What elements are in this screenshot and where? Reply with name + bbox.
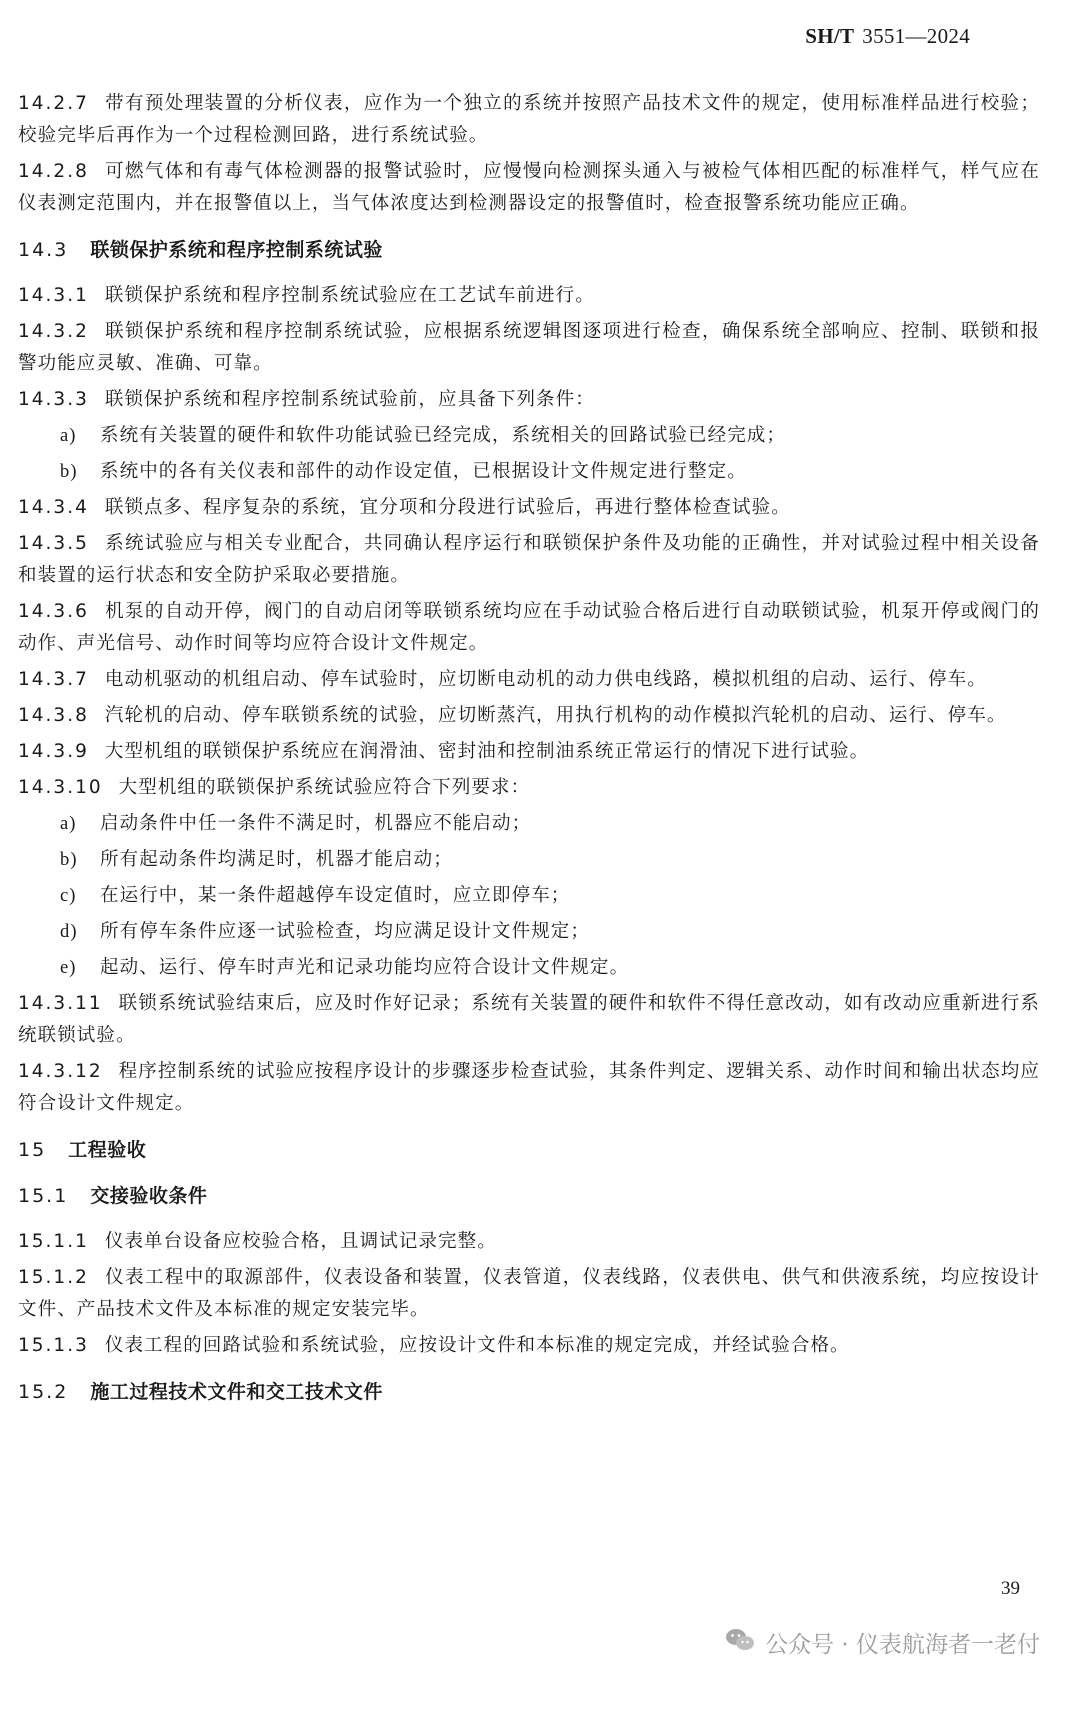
clause-paragraph <box>18 1262 1040 1326</box>
clause-text: 可燃气体和有毒气体检测器的报警试验时，应慢慢向检测探头通入与被检气体相匹配的标准样气，样气应在仪表测定范围内，并在报警值以上，当气体浓度达到检测器设定的报警值时，检查报警系统功能应正确。 <box>18 161 1040 214</box>
clause-text: 仪表单台设备应校验合格，且调试记录完整。 <box>104 1231 497 1252</box>
list-item <box>60 808 1040 840</box>
list-item <box>60 420 1040 452</box>
list-marker: b) <box>60 850 78 870</box>
list-marker: a) <box>60 814 77 834</box>
list-item-text: 系统有关装置的硬件和软件功能试验已经完成，系统相关的回路试验已经完成； <box>100 425 787 446</box>
clause-number: 14.3.11 <box>18 993 103 1014</box>
clause-text: 大型机组的联锁保护系统试验应符合下列要求： <box>118 777 531 798</box>
list-item <box>60 880 1040 912</box>
list-item-text: 所有起动条件均满足时，机器才能启动； <box>100 849 453 870</box>
list-marker: d) <box>60 922 78 942</box>
clause-number: 14.3.4 <box>18 497 89 518</box>
clause-paragraph <box>18 280 1040 312</box>
list-marker: b) <box>60 462 78 482</box>
clause-text: 联锁点多、程序复杂的系统，宜分项和分段进行试验后，再进行整体检查试验。 <box>104 497 791 518</box>
clause-number: 14.3.8 <box>18 705 89 726</box>
watermark-text: 公众号 · 仪表航海者一老付 <box>765 1632 1040 1658</box>
section-number: 15 <box>18 1139 47 1161</box>
clause-text: 程序控制系统的试验应按程序设计的步骤逐步检查试验，其条件判定、逻辑关系、动作时间和输出状态均应符合设计文件规定。 <box>18 1061 1040 1114</box>
list-item <box>60 916 1040 948</box>
section-title: 交接验收条件 <box>90 1185 208 1207</box>
section-number: 15.1 <box>18 1185 69 1207</box>
clause-number: 14.3.2 <box>18 321 89 342</box>
clause-number: 14.3.7 <box>18 669 89 690</box>
clause-number: 14.3.9 <box>18 741 89 762</box>
standard-code: SH/T <box>805 24 855 48</box>
clause-paragraph <box>18 492 1040 524</box>
section-number: 14.3 <box>18 239 69 261</box>
clause-text: 仪表工程的回路试验和系统试验，应按设计文件和本标准的规定完成，并经试验合格。 <box>104 1335 850 1356</box>
list-marker: e) <box>60 958 77 978</box>
clause-text: 联锁保护系统和程序控制系统试验前，应具备下列条件： <box>104 389 595 410</box>
clause-text: 联锁保护系统和程序控制系统试验，应根据系统逻辑图逐项进行检查，确保系统全部响应、控制、联锁和报警功能应灵敏、准确、可靠。 <box>18 321 1040 374</box>
watermark <box>725 1626 1040 1659</box>
list-item-text: 系统中的各有关仪表和部件的动作设定值，已根据设计文件规定进行整定。 <box>100 461 747 482</box>
list-item-text: 所有停车条件应逐一试验检查，均应满足设计文件规定； <box>100 921 591 942</box>
list-item-text: 起动、运行、停车时声光和记录功能均应符合设计文件规定。 <box>100 957 630 978</box>
clause-text: 系统试验应与相关专业配合，共同确认程序运行和联锁保护条件及功能的正确性，并对试验过程中相关设备和装置的运行状态和安全防护采取必要措施。 <box>18 533 1040 586</box>
clause-paragraph <box>18 1056 1040 1120</box>
section-heading <box>18 1180 1040 1212</box>
clause-text: 联锁系统试验结束后，应及时作好记录；系统有关装置的硬件和软件不得任意改动，如有改动应重新进行系统联锁试验。 <box>18 993 1040 1046</box>
list-item <box>60 844 1040 876</box>
clause-paragraph <box>18 664 1040 696</box>
section-heading <box>18 1376 1040 1408</box>
clause-number: 14.3.12 <box>18 1061 103 1082</box>
page-header <box>805 24 970 49</box>
page-number: 39 <box>1001 1578 1020 1599</box>
clause-paragraph <box>18 772 1040 804</box>
clause-number: 15.1.3 <box>18 1335 89 1356</box>
clause-number: 14.3.3 <box>18 389 89 410</box>
clause-number: 15.1.1 <box>18 1231 89 1252</box>
clause-number: 14.3.5 <box>18 533 89 554</box>
list-item-text: 在运行中，某一条件超越停车设定值时，应立即停车； <box>100 885 571 906</box>
clause-number: 14.3.10 <box>18 777 103 798</box>
clause-paragraph <box>18 700 1040 732</box>
list-marker: a) <box>60 426 77 446</box>
document-body <box>18 88 1040 1422</box>
clause-number: 14.3.6 <box>18 601 89 622</box>
wechat-icon <box>725 1627 755 1659</box>
clause-paragraph <box>18 528 1040 592</box>
clause-paragraph <box>18 316 1040 380</box>
list-marker: c) <box>60 886 77 906</box>
section-title: 施工过程技术文件和交工技术文件 <box>90 1381 383 1403</box>
clause-paragraph <box>18 156 1040 220</box>
clause-paragraph <box>18 596 1040 660</box>
clause-text: 仪表工程中的取源部件，仪表设备和装置，仪表管道，仪表线路，仪表供电、供气和供液系统，均应按设计文件、产品技术文件及本标准的规定安装完毕。 <box>18 1267 1040 1320</box>
clause-text: 联锁保护系统和程序控制系统试验应在工艺试车前进行。 <box>104 285 595 306</box>
section-number: 15.2 <box>18 1381 69 1403</box>
clause-number: 14.2.7 <box>18 93 89 114</box>
clause-text: 带有预处理装置的分析仪表，应作为一个独立的系统并按照产品技术文件的规定，使用标准样品进行校验；校验完毕后再作为一个过程检测回路，进行系统试验。 <box>18 93 1040 146</box>
clause-text: 汽轮机的启动、停车联锁系统的试验，应切断蒸汽，用执行机构的动作模拟汽轮机的启动、运行、停车。 <box>104 705 1007 726</box>
clause-paragraph <box>18 384 1040 416</box>
standard-number: 3551—2024 <box>862 24 970 48</box>
clause-number: 14.3.1 <box>18 285 89 306</box>
section-title: 工程验收 <box>68 1139 147 1161</box>
clause-paragraph <box>18 88 1040 152</box>
list-item <box>60 952 1040 984</box>
clause-paragraph <box>18 988 1040 1052</box>
list-item <box>60 456 1040 488</box>
clause-number: 15.1.2 <box>18 1267 89 1288</box>
clause-text: 大型机组的联锁保护系统应在润滑油、密封油和控制油系统正常运行的情况下进行试验。 <box>104 741 870 762</box>
clause-paragraph <box>18 736 1040 768</box>
clause-paragraph <box>18 1330 1040 1362</box>
clause-text: 机泵的自动开停，阀门的自动启闭等联锁系统均应在手动试验合格后进行自动联锁试验，机泵开停或阀门的动作、声光信号、动作时间等均应符合设计文件规定。 <box>18 601 1040 654</box>
section-heading <box>18 234 1040 266</box>
list-item-text: 启动条件中任一条件不满足时，机器应不能启动； <box>100 813 532 834</box>
section-heading <box>18 1134 1040 1166</box>
clause-text: 电动机驱动的机组启动、停车试验时，应切断电动机的动力供电线路，模拟机组的启动、运行、停车。 <box>104 669 987 690</box>
section-title: 联锁保护系统和程序控制系统试验 <box>90 239 383 261</box>
clause-paragraph <box>18 1226 1040 1258</box>
clause-number: 14.2.8 <box>18 161 89 182</box>
